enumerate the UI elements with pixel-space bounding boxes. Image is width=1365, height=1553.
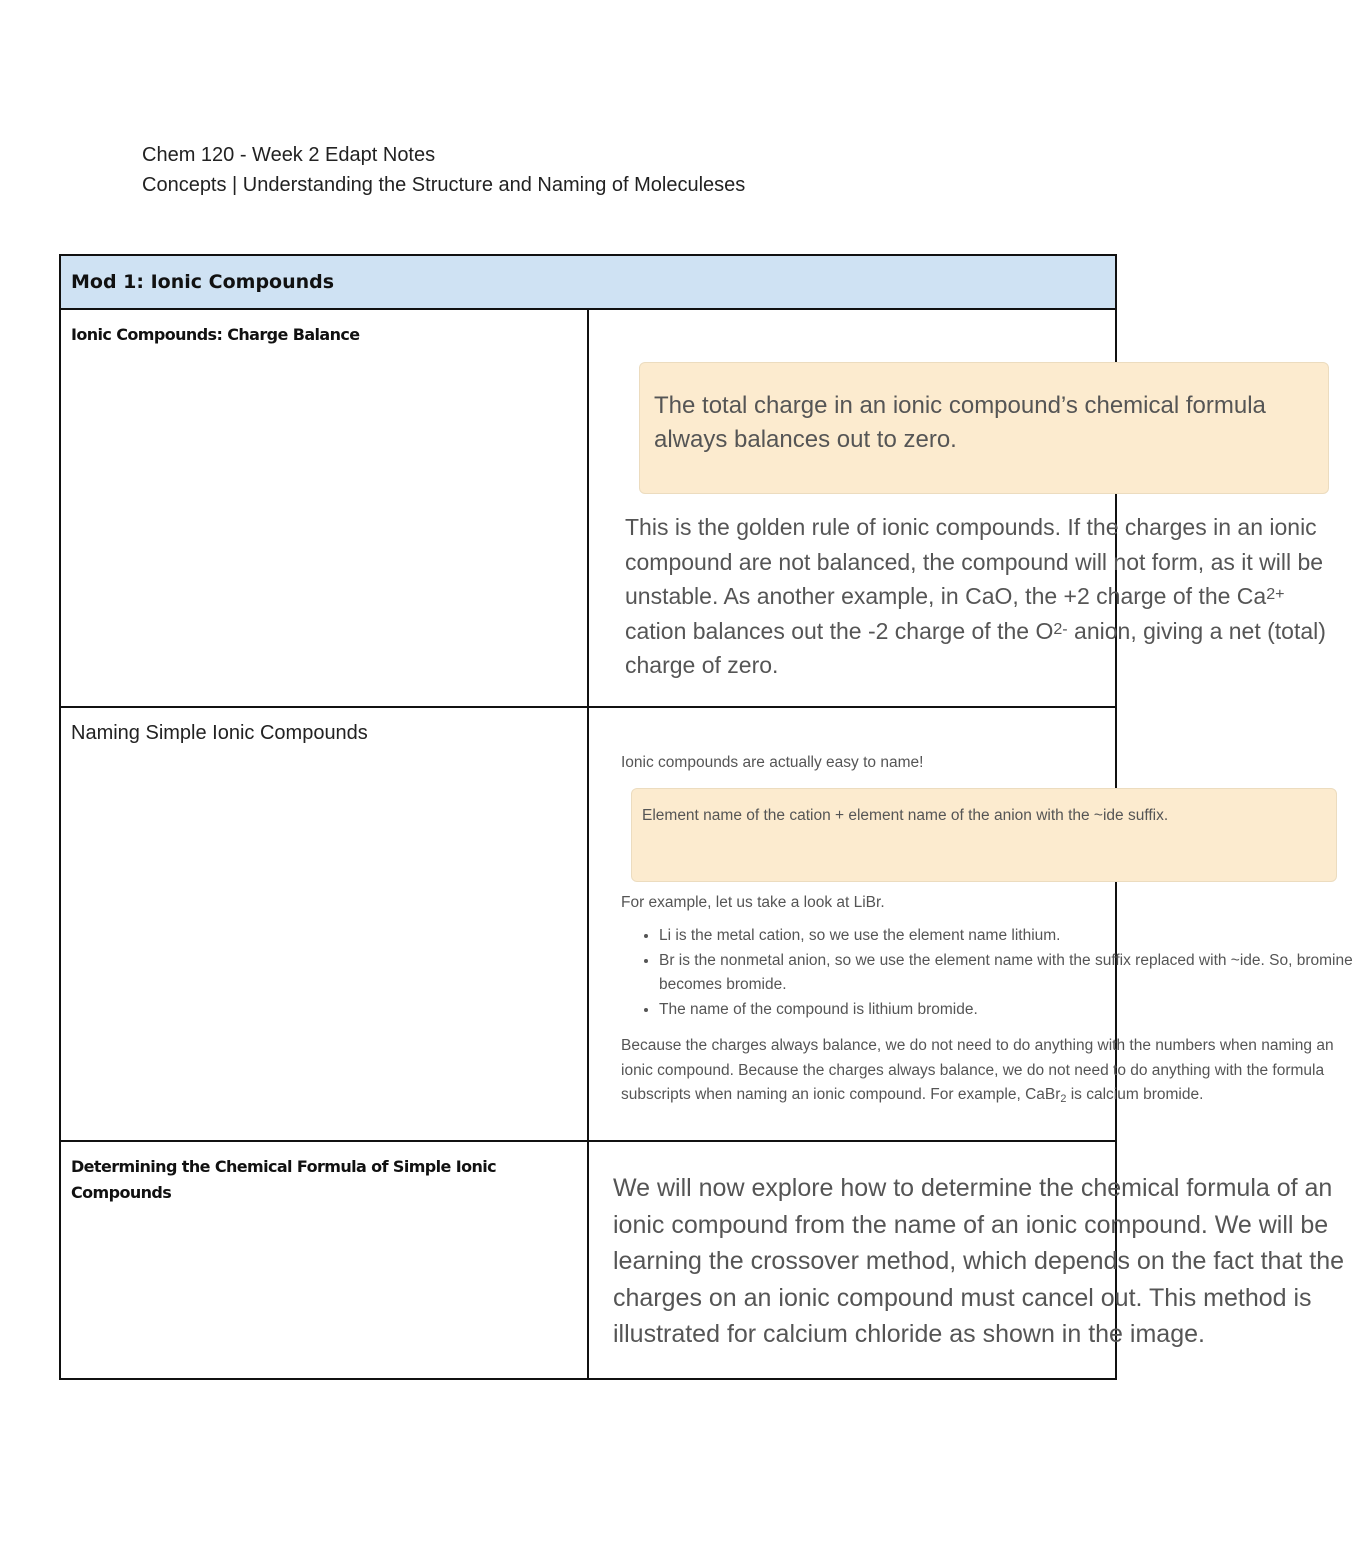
row-label: Determining the Chemical Formula of Simple Ionic Compounds <box>71 1157 497 1202</box>
example-bullet-list <box>621 924 1359 1022</box>
naming-rule-callout: Element name of the cation + element name of the anion with the ~ide suffix. <box>631 788 1337 882</box>
example-text: For example, let us take a look at LiBr. <box>621 894 885 911</box>
table-row <box>60 1141 1116 1379</box>
row-label-cell <box>60 309 588 707</box>
module-header-row <box>60 255 1116 309</box>
explanation-paragraph <box>625 510 1345 683</box>
row-label-cell <box>60 707 588 1141</box>
table-row <box>60 707 1116 1141</box>
row-label: Naming Simple Ionic Compounds <box>71 722 368 744</box>
row-content-cell <box>588 707 1353 1141</box>
formula-subscript: 2 <box>1060 1092 1067 1105</box>
list-item: • Br is the nonmetal anion, so we use the element name with the suffix replaced with ~ide. So, bromine becomes bromide. <box>659 949 1359 998</box>
page-header <box>142 140 745 200</box>
notes-table <box>59 254 1353 1380</box>
row-content-cell <box>588 1141 1345 1379</box>
notes-subtitle: Concepts | Understanding the Structure and Naming of Moleculeses <box>142 174 746 196</box>
module-header-cell <box>60 255 1116 309</box>
table-row <box>60 309 1116 707</box>
row-label-cell <box>60 1141 588 1379</box>
paragraph-text: cation balances out the -2 charge of the O <box>625 617 1054 644</box>
paragraph-text: Because the charges always balance, we do not need to do anything with the numbers when naming an ionic compound. Because the charges always balance, we do not need to do anything with the formula subscripts when naming an ionic compound. For example, CaBr <box>621 1037 1334 1103</box>
course-title: Chem 120 - Week 2 Edapt Notes <box>142 144 436 166</box>
row-label: Ionic Compounds: Charge Balance <box>71 325 360 344</box>
closing-paragraph <box>621 1034 1337 1108</box>
paragraph-text: is calcium bromide. <box>1066 1086 1204 1103</box>
paragraph-text: anion, giving a net (total) charge of zero. <box>625 617 1326 678</box>
rule-callout: The total charge in an ionic compound’s chemical formula always balances out to zero. <box>639 362 1329 494</box>
intro-text: Ionic compounds are actually easy to name! <box>621 754 924 771</box>
charge-superscript: 2+ <box>1266 585 1285 604</box>
list-item: • The name of the compound is lithium bromide. <box>659 998 1359 1023</box>
module-title: Mod 1: Ionic Compounds <box>71 271 335 293</box>
row-content-cell <box>588 309 1326 707</box>
crossover-paragraph: We will now explore how to determine the chemical formula of an ionic compound from the name of an ionic compound. We will be learning the crossover method, which depends on the fact that the charges on an ionic compound must cancel out. This method is illustrated for calcium chloride as shown in the image. <box>613 1174 1345 1348</box>
charge-superscript: 2- <box>1053 619 1068 638</box>
list-item: • Li is the metal cation, so we use the element name lithium. <box>659 924 1359 949</box>
paragraph-text: This is the golden rule of ionic compounds. If the charges in an ionic compound are not balanced, the compound will not form, as it will be unstable. As another example, in CaO, the +2 charge of the Ca <box>625 514 1324 609</box>
